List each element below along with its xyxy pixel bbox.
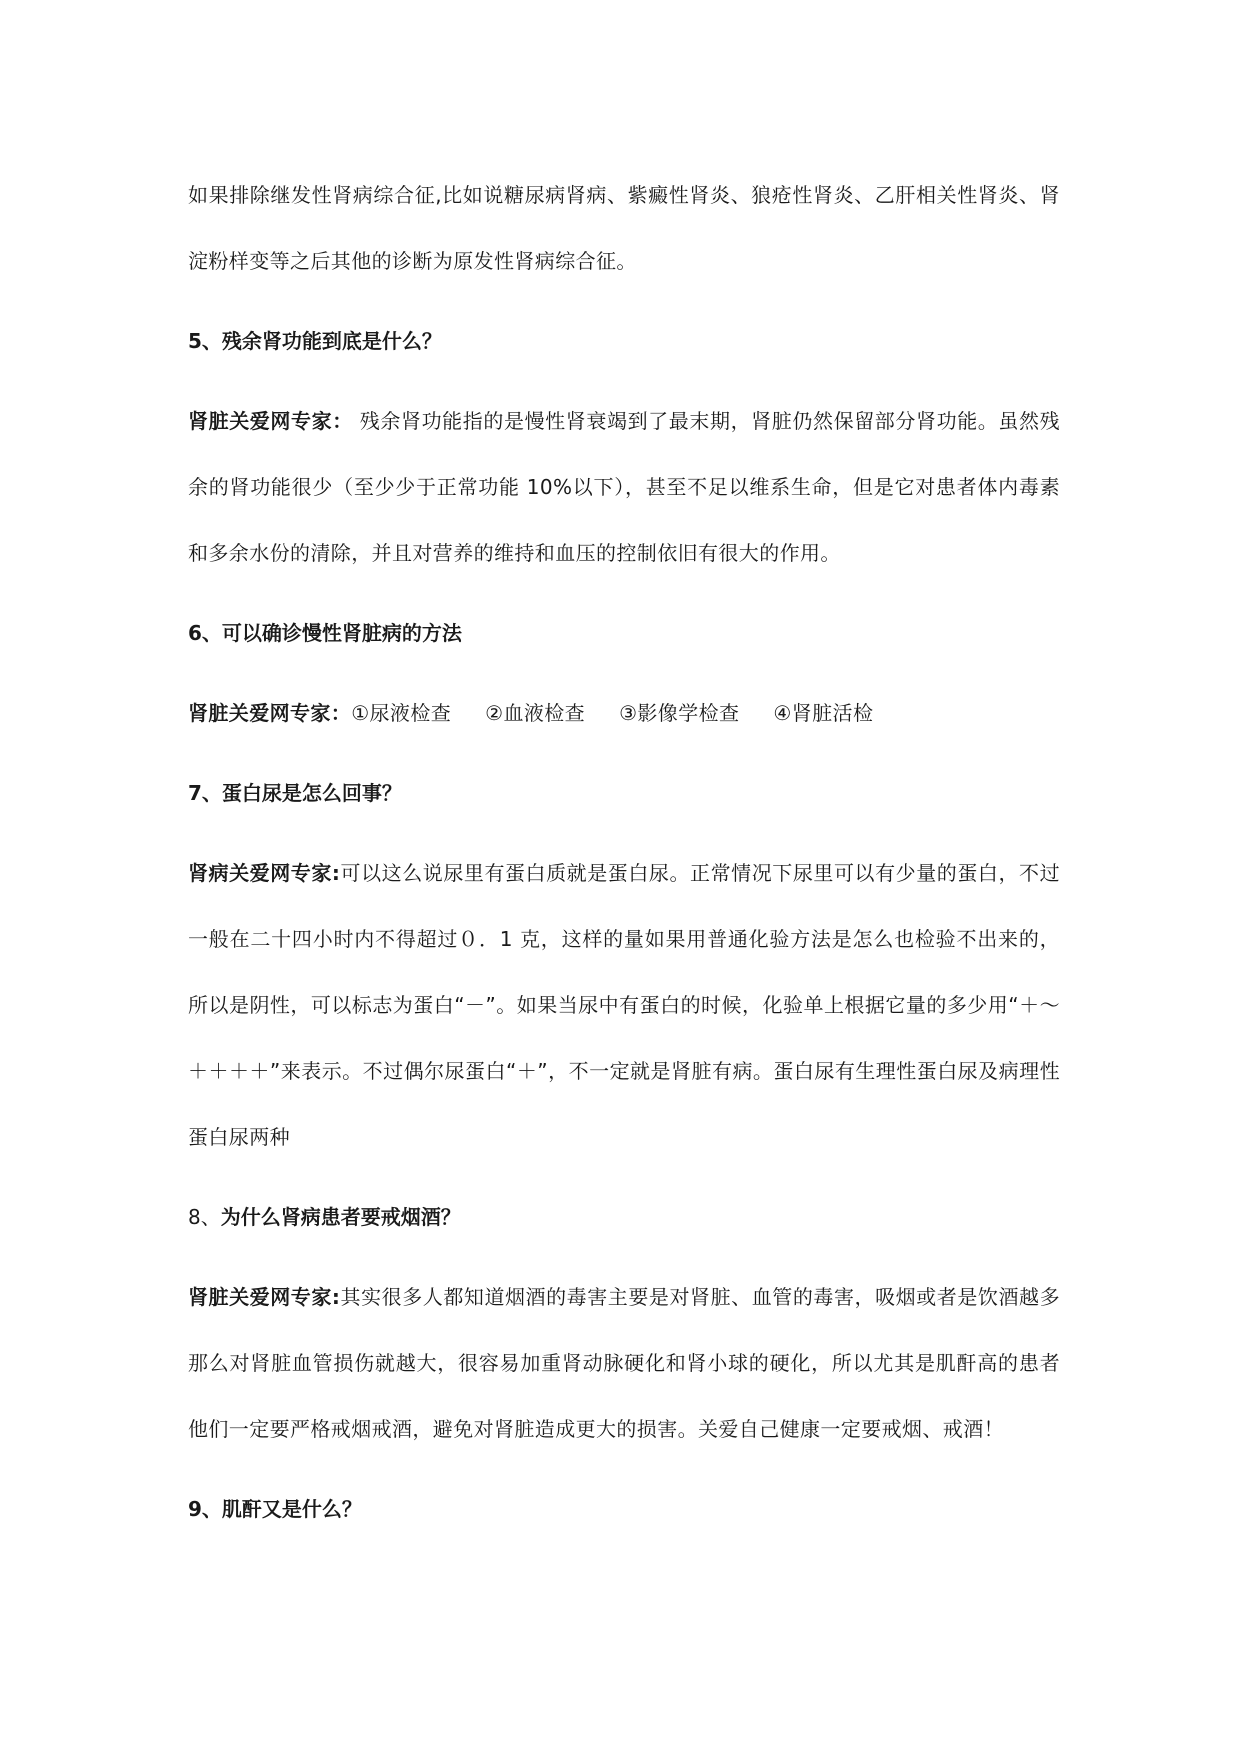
method-item-blood: ②血液检查: [485, 701, 586, 725]
question-6-heading: 6、可以确诊慢性肾脏病的方法: [188, 621, 462, 645]
method-item-imaging: ③影像学检查: [619, 701, 740, 725]
expert-label: 肾脏关爱网专家：: [188, 701, 352, 725]
expert-label: 肾脏关爱网专家:: [188, 1285, 341, 1309]
intro-paragraph: 如果排除继发性肾病综合征,比如说糖尿病肾病、紫癜性肾炎、狼疮性肾炎、乙肝相关性肾炎、肾淀粉样变等之后其他的诊断为原发性肾病综合征。: [188, 183, 1060, 273]
expert-label: 肾脏关爱网专家：: [188, 409, 353, 433]
question-9-heading: 9、肌酐又是什么？: [188, 1497, 362, 1521]
question-7-heading: 7、蛋白尿是怎么回事？: [188, 781, 402, 805]
question-6-answer: [188, 680, 1060, 746]
answer-text: 其实很多人都知道烟酒的毒害主要是对肾脏、血管的毒害，吸烟或者是饮酒越多那么对肾脏血管损伤就越大，很容易加重肾动脉硬化和肾小球的硬化，所以尤其是肌酐高的患者他们一定要严格戒烟戒酒，避免对肾脏造成更大的损害。关爱自己健康一定要戒烟、戒酒！: [188, 1285, 1061, 1441]
question-7-answer: [188, 840, 1060, 1170]
document-content: [188, 162, 1060, 1556]
question-number: 8、: [188, 1205, 221, 1229]
method-item-urine: ①尿液检查: [351, 701, 452, 725]
question-8-answer: [188, 1264, 1060, 1462]
method-item-biopsy: ④肾脏活检: [773, 701, 874, 725]
question-title: 为什么肾病患者要戒烟酒？: [220, 1205, 461, 1229]
question-5-answer: [188, 388, 1060, 586]
answer-text: 残余肾功能指的是慢性肾衰竭到了最末期，肾脏仍然保留部分肾功能。虽然残余的肾功能很少（至少少于正常功能 10%以下），甚至不足以维系生命，但是它对患者体内毒素和多余水份的清除，并且对营养的维持和血压的控制依旧有很大的作用。: [188, 409, 1060, 565]
answer-text: 可以这么说尿里有蛋白质就是蛋白尿。正常情况下尿里可以有少量的蛋白，不过一般在二十四小时内不得超过０．1 克，这样的量如果用普通化验方法是怎么也检验不出来的，所以是阴性，可以标志为蛋白“－”。如果当尿中有蛋白的时候，化验单上根据它量的多少用“＋～＋＋＋＋”来表示。不过偶尔尿蛋白“＋”，不一定就是肾脏有病。蛋白尿有生理性蛋白尿及病理性蛋白尿两种: [188, 861, 1061, 1149]
expert-label: 肾病关爱网专家:: [188, 861, 341, 885]
question-5-heading: 5、残余肾功能到底是什么？: [188, 329, 442, 353]
question-8-heading: [188, 1184, 1060, 1250]
